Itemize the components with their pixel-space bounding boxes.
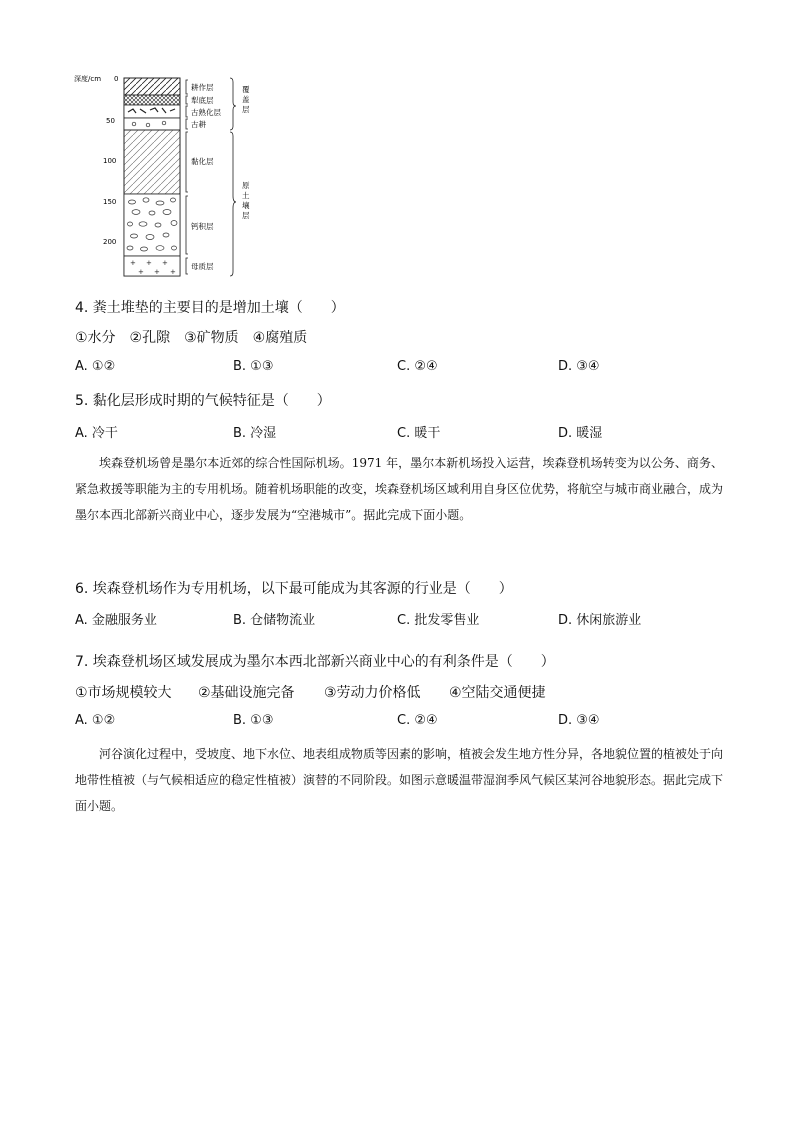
q4-option-c[interactable]: C. ②④ [397, 359, 438, 374]
q7-option-b[interactable]: B. ①③ [233, 713, 274, 728]
axis-title: 深度/cm [74, 75, 102, 83]
svg-text:层: 层 [242, 211, 250, 220]
q6-option-a[interactable]: A. 金融服务业 [75, 613, 157, 628]
q4-option-d[interactable]: D. ③④ [558, 359, 600, 374]
group-label-fugai [242, 84, 250, 114]
svg-text:壤: 壤 [242, 201, 250, 210]
depth-tick-100: 100 [103, 157, 117, 165]
q7-choice-4: ④空陆交通便捷 [449, 685, 546, 701]
q5-stem: 5. 黏化层形成时期的气候特征是（ ） [75, 393, 331, 409]
depth-tick-0: 0 [114, 75, 119, 83]
svg-text:土: 土 [242, 191, 250, 200]
q7-option-d[interactable]: D. ③④ [558, 713, 600, 728]
passage-valley: 河谷演化过程中，受坡度、地下水位、地表组成物质等因素的影响，植被会发生地方性分异，各地貌位置的植被处于向地带性植被（与气候相适应的稳定性植被）演替的不同阶段。如图示意暖温带湿润季风气候区某河谷地貌形态。据此完成下面小题。 [75, 747, 724, 813]
layer-label-muzhi: 母质层 [191, 262, 214, 271]
svg-text:盖: 盖 [242, 95, 250, 104]
q5-option-a[interactable]: A. 冷干 [75, 426, 118, 441]
q6-stem: 6. 埃森登机场作为专用机场，以下最可能成为其客源的行业是（ ） [75, 581, 513, 597]
q5-option-b[interactable]: B. 冷湿 [233, 426, 277, 441]
depth-tick-200: 200 [103, 238, 117, 246]
layer-label-gengzuo: 耕作层 [191, 83, 214, 92]
q7-option-c[interactable]: C. ②④ [397, 713, 438, 728]
q5-option-c[interactable]: C. 暖干 [397, 426, 441, 441]
layer-lidi [124, 95, 180, 105]
q4-stem: 4. 粪土堆垫的主要目的是增加土壤（ ） [75, 300, 345, 316]
q7-choice-3: ③劳动力价格低 [324, 685, 421, 701]
group-label-yuantu [242, 181, 250, 220]
layer-label-gushuhua: 古熟化层 [191, 108, 221, 117]
svg-text:层: 层 [242, 105, 250, 114]
svg-text:原: 原 [242, 181, 250, 190]
layer-gushuhua [124, 105, 180, 118]
soil-profile-diagram [70, 72, 270, 282]
layer-label-gaiji: 钙积层 [191, 222, 214, 231]
q4-option-b[interactable]: B. ①③ [233, 359, 274, 374]
q7-choice-1: ①市场规模较大 [75, 685, 172, 701]
layer-gengzuo [124, 78, 180, 95]
layer-label-nianhua: 黏化层 [191, 157, 214, 166]
svg-text:覆: 覆 [242, 85, 250, 94]
q4-option-a[interactable]: A. ①② [75, 359, 116, 374]
passage-airport: 埃森登机场曾是墨尔本近郊的综合性国际机场。1971 年，墨尔本新机场投入运营，埃森登机场转变为以公务、商务、紧急救援等职能为主的专用机场。随着机场职能的改变，埃森登机场区域利用自身区位优势，将航空与城市商业融合，成为墨尔本西北部新兴商业中心，逐步发展为“空港城市”。据此完成下面小题。 [75, 456, 724, 522]
depth-tick-150: 150 [103, 198, 117, 206]
q4-choices: ①水分 ②孔隙 ③矿物质 ④腐殖质 [75, 330, 308, 346]
depth-tick-50: 50 [106, 117, 115, 125]
q7-choice-2: ②基础设施完备 [198, 685, 295, 701]
svg-text:+: + [130, 259, 136, 267]
q7-stem: 7. 埃森登机场区域发展成为墨尔本西北部新兴商业中心的有利条件是（ ） [75, 654, 555, 670]
layer-label-lidi: 犁底层 [191, 96, 214, 105]
svg-text:+: + [170, 268, 176, 276]
layer-nianhua [124, 130, 180, 194]
layer-label-gugeng: 古耕 [191, 120, 206, 129]
q6-option-b[interactable]: B. 仓储物流业 [233, 613, 316, 628]
q7-option-a[interactable]: A. ①② [75, 713, 116, 728]
svg-text:+: + [162, 259, 168, 267]
q5-option-d[interactable]: D. 暖湿 [558, 426, 603, 441]
q6-option-c[interactable]: C. 批发零售业 [397, 613, 480, 628]
svg-text:+: + [154, 268, 160, 276]
q6-option-d[interactable]: D. 休闲旅游业 [558, 613, 642, 628]
svg-text:+: + [138, 268, 144, 276]
svg-text:+: + [146, 259, 152, 267]
